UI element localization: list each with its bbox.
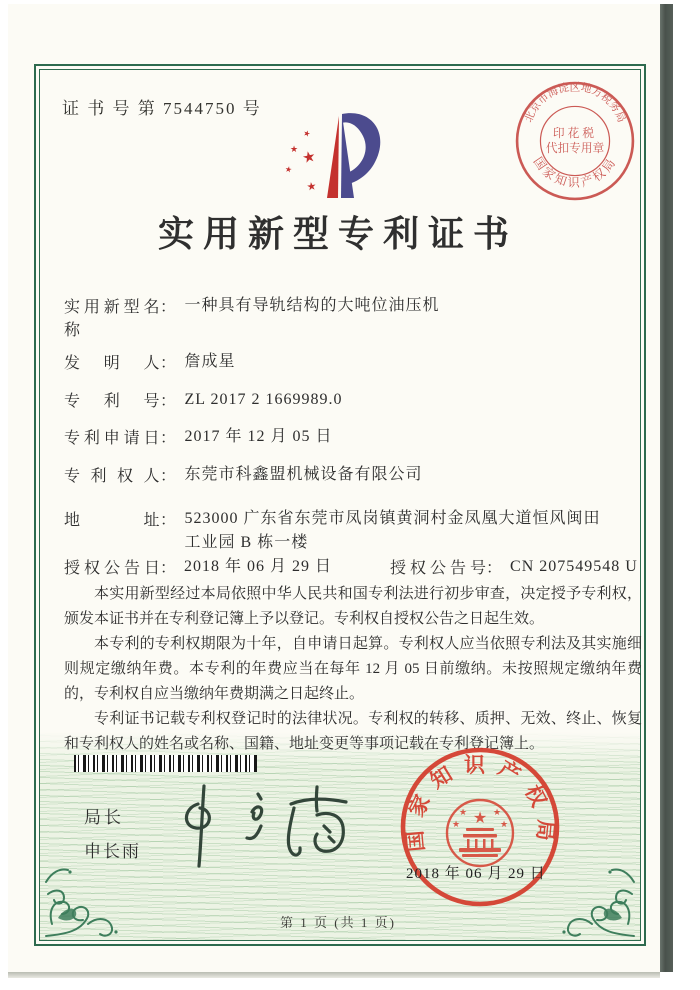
- field-label: 地址: [64, 512, 160, 529]
- field-label: 授权公告日: [64, 560, 160, 577]
- field-colon: ：: [160, 512, 177, 529]
- field-filing-date: [64, 425, 333, 449]
- legal-paragraph-1: 本实用新型经过本局依照中华人民共和国专利法进行初步审查，决定授予专利权，颁发本证书并在专利登记簿上予以登记。专利权自授权公告之日起生效。: [64, 586, 642, 627]
- field-label: 专利权人: [64, 468, 160, 485]
- field-address: [64, 507, 601, 555]
- scan-edge-shadow-right: [660, 4, 673, 972]
- tax-stamp-bottom-text: 国家知识产权局: [530, 154, 620, 190]
- certificate-title: 实用新型专利证书: [157, 214, 518, 254]
- field-value: 2017 年 12 月 05 日: [184, 428, 333, 445]
- field-value: 一种具有导轨结构的大吨位油压机: [184, 297, 440, 314]
- svg-text:★: ★: [492, 807, 502, 817]
- star-icon: ★: [300, 148, 318, 168]
- field-utility-model-name: [64, 294, 440, 340]
- field-value: ZL 2017 2 1669989.0: [184, 391, 343, 408]
- svg-text:★: ★: [458, 807, 468, 817]
- field-value: [185, 507, 601, 555]
- field-colon: ：: [160, 355, 177, 372]
- national-emblem-icon: [447, 800, 513, 866]
- tax-stamp-top-text: 北京市海淀区地方税务局: [523, 82, 627, 125]
- field-patent-number: [64, 388, 342, 412]
- field-colon: ：: [486, 560, 503, 577]
- field-announcement-date: [64, 555, 332, 579]
- seal-date: 2018 年 06 月 29 日: [406, 866, 546, 882]
- field-value: 2018 年 06 月 29 日: [184, 558, 333, 575]
- svg-text:国家知识产权局: [531, 155, 620, 190]
- svg-text:北京市海淀区地方税务局: [523, 80, 628, 124]
- tax-stamp-center-line1: 印花税: [552, 126, 598, 140]
- page-footer: 第 1 页 (共 1 页): [280, 915, 396, 930]
- field-label: 授权公告号: [390, 560, 486, 577]
- scan-edge-shadow-bottom: [8, 972, 660, 978]
- legal-text: [64, 582, 642, 757]
- star-icon: ★: [301, 128, 312, 140]
- svg-text:★: ★: [451, 819, 461, 829]
- field-label: 实用新型名称: [64, 299, 160, 339]
- field-announcement-row: [8, 555, 660, 579]
- certificate-number: 证 书 号 第 7544750 号: [62, 99, 262, 118]
- field-colon: ：: [160, 468, 177, 485]
- star-icon: ★: [305, 180, 318, 194]
- director-name: 申长雨: [84, 842, 141, 861]
- field-patentee: [64, 463, 423, 487]
- svg-text:★: ★: [499, 819, 509, 829]
- cnipa-patent-logo-icon: [276, 106, 394, 202]
- certificate-paper: [8, 4, 660, 972]
- field-colon: ：: [160, 560, 177, 577]
- cnipa-seal-icon: [394, 741, 566, 913]
- field-inventor: [64, 350, 236, 374]
- field-value: 东莞市科鑫盟机械设备有限公司: [184, 466, 423, 483]
- star-icon: ★: [289, 144, 299, 154]
- field-label: 专利申请日: [64, 430, 160, 447]
- director-title: 局长: [84, 808, 124, 827]
- star-icon: ★: [284, 164, 293, 175]
- field-colon: ：: [160, 393, 177, 410]
- director-signature-icon: [156, 774, 368, 876]
- legal-paragraph-2: 本专利的专利权期限为十年，自申请日起算。专利权人应当依照专利法及其实施细则规定缴纳年费。本专利的年费应当在每年 12 月 05 日前缴纳。未按照规定缴纳年费的，专利权自应当缴纳年费期满之日起终止。: [64, 636, 642, 702]
- field-announcement-number: [390, 555, 638, 579]
- field-value: CN 207549548 U: [510, 558, 638, 575]
- seal-ring-text: 国家知识产权局: [401, 752, 559, 853]
- field-value: 詹成星: [184, 353, 236, 370]
- tax-stamp-center-line2: 代扣专用章: [545, 142, 605, 156]
- address-line-1: 523000 广东省东莞市凤岗镇黄洞村金凤凰大道恒风闽田: [184, 510, 601, 527]
- svg-text:★: ★: [472, 810, 488, 827]
- address-line-2: 工业园 B 栋一楼: [184, 534, 309, 551]
- tax-stamp-icon: [512, 78, 638, 204]
- legal-paragraph-3: 专利证书记载专利权登记时的法律状况。专利权的转移、质押、无效、终止、恢复和专利权人的姓名或名称、国籍、地址变更等事项记载在专利登记簿上。: [64, 711, 642, 752]
- field-colon: ：: [160, 299, 177, 316]
- svg-text:国家知识产权局: [402, 753, 558, 853]
- field-label: 专利号: [64, 393, 160, 410]
- field-label: 发明人: [64, 355, 160, 372]
- barcode: [74, 755, 257, 772]
- field-colon: ：: [160, 430, 177, 447]
